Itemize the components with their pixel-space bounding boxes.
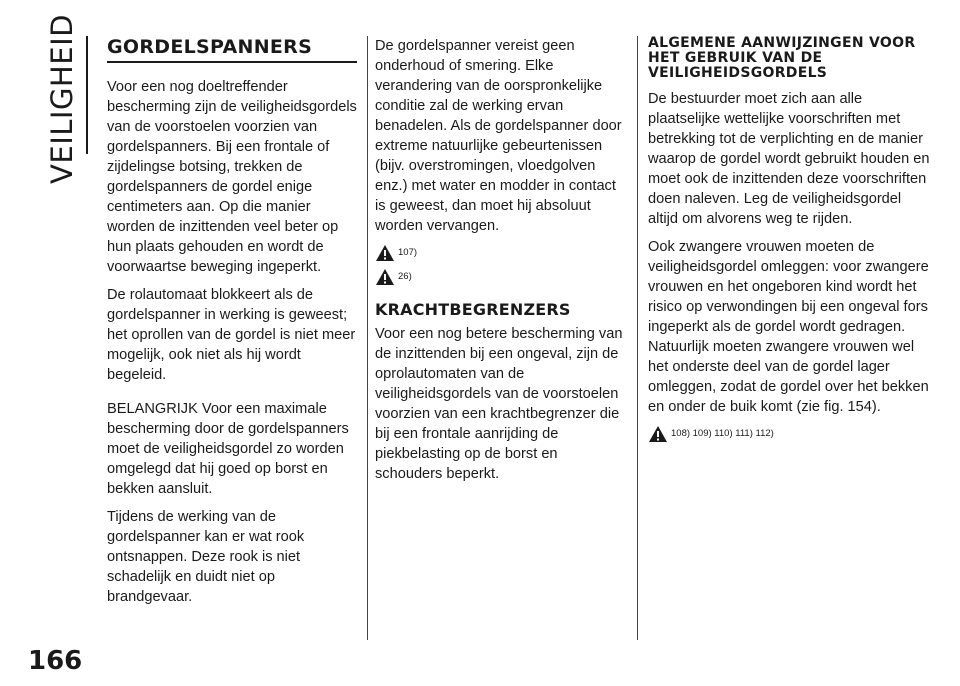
column-2	[375, 36, 627, 492]
section-title: VEILIGHEID	[45, 14, 80, 184]
paragraph: Tijdens de werking van de gordelspanner kan er wat rook ontsnappen. Deze rook is niet schadelijk en duidt niet op brandgevaar.	[107, 509, 305, 605]
warning-note[interactable]	[375, 244, 627, 262]
note-reference: 26)	[398, 271, 412, 282]
note-reference: 108) 109) 110) 111) 112)	[671, 428, 774, 439]
warning-triangle-icon	[375, 268, 395, 286]
warning-note[interactable]	[375, 268, 627, 286]
note-reference: 107)	[398, 247, 418, 258]
page-number: 166	[28, 646, 83, 676]
heading-algemene-aanwijzingen: ALGEMENE AANWIJZINGEN VOOR HET GEBRUIK VAN DE VEILIGHEIDSGORDELS	[648, 35, 916, 81]
paragraph: De rolautomaat blokkeert als de gordelspanner in werking is geweest; het oprollen van de gordel is niet meer mogelijk, ook niet als hij wordt begeleid.	[107, 287, 356, 383]
column-divider	[367, 36, 368, 640]
section-divider	[86, 36, 88, 154]
column-1	[107, 36, 359, 615]
paragraph: De gordelspanner vereist geen onderhoud of smering. Elke verandering van de oorspronkelijke conditie zal de werking ervan benadelen. Als de gordelspanner door extreme natuurlijke gebeurtenissen (bijv. overstromingen, vloedgolven enz.) met water en modder in contact is geweest, dan moet hij absoluut worden vervangen.	[375, 38, 622, 234]
paragraph: Voor een nog doeltreffender bescherming zijn de veiligheidsgordels van de voorstoelen voorzien van gordelspanners. Bij een frontale of zijdelingse botsing, trekken de gordelspanners de gordel enige centimeters aan. Op die manier worden de inzittenden veel beter op hun plaats gehouden en wordt de voorwaartse beweging ingeperkt.	[107, 79, 357, 275]
paragraph: Ook zwangere vrouwen moeten de veiligheidsgordel omleggen: voor zwangere vrouwen en het ongeboren kind wordt het risico op verwondingen bij een ongeval fors ingeperkt als de gordel wordt gedragen. Natuurlijk moeten zwangere vrouwen wel het onderste deel van de gordel lager omleggen, zodat de gordel over het bekken en onder de buik komt (zie fig. 154).	[648, 239, 929, 415]
warning-triangle-icon	[648, 425, 668, 443]
section-title-vertical	[40, 14, 84, 184]
paragraph: Voor een nog betere bescherming van de inzittenden bij een ongeval, zijn de oprolautomaten van de veiligheidsgordels van de voorstoelen voorzien van een krachtbegrenzer die bij een frontale aanrijding de piekbelasting op de borst en schouders beperkt.	[375, 326, 623, 482]
paragraph: De bestuurder moet zich aan alle plaatselijke wettelijke voorschriften met betrekking tot de verplichting en de manier waarop de gordel wordt gebruikt houden en moet ook de inzittenden deze voorschriften doen naleven. Leg de veiligheidsgordel altijd om alvorens weg te rijden.	[648, 91, 930, 227]
column-divider	[637, 36, 638, 640]
warning-triangle-icon	[375, 244, 395, 262]
heading-krachtbegrenzers: KRACHTBEGRENZERS	[375, 300, 571, 319]
paragraph-important: BELANGRIJK Voor een maximale bescherming door de gordelspanners moet de veiligheidsgordel zo worden omgelegd dat hij goed op borst en bekken aansluit.	[107, 401, 349, 497]
heading-gordelspanners: GORDELSPANNERS	[107, 36, 313, 58]
column-3	[648, 36, 930, 443]
warning-note[interactable]	[648, 425, 930, 443]
heading-underline	[107, 61, 357, 63]
